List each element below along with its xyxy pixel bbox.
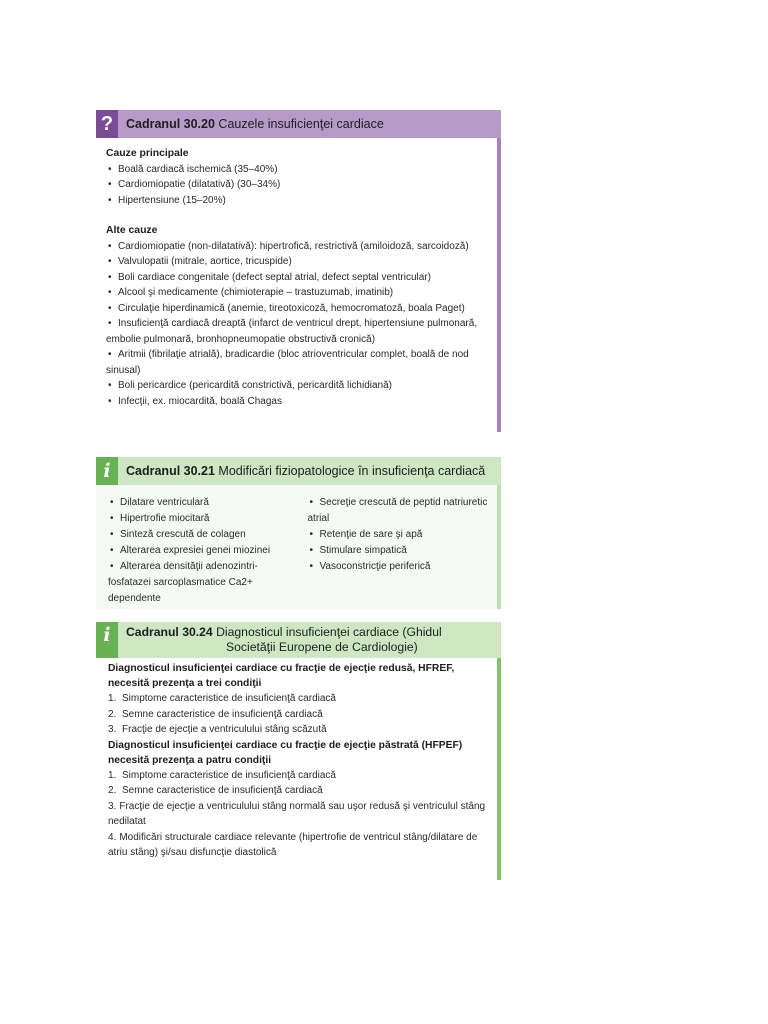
list-item: • Dilatare ventriculară bbox=[108, 495, 294, 511]
box-body bbox=[96, 658, 501, 861]
list-item: • Cardiomiopatie (non-dilatativă): hipertrofică, restrictivă (amiloidoză, sarcoidoză) bbox=[106, 239, 491, 255]
box-label: Cadranul 30.24 bbox=[126, 625, 213, 639]
hfpef-conditions-list bbox=[108, 768, 493, 861]
box-30-21 bbox=[96, 457, 501, 609]
list-item: • Alcool şi medicamente (chimioterapie – trastuzumab, imatinib) bbox=[106, 285, 491, 301]
box-title bbox=[118, 622, 442, 655]
list-item: • Secreţie crescută de peptid natriuretic atrial bbox=[308, 495, 494, 527]
list-item: • Hipertrofie miocitară bbox=[108, 511, 294, 527]
section-heading: Cauze principale bbox=[106, 148, 189, 159]
list-item: • Vasoconstricţie periferică bbox=[308, 559, 494, 575]
info-icon: i bbox=[96, 622, 118, 658]
list-item: 4. Modificări structurale cardiace relevante (hipertrofie de ventricul stâng/dilatare de atriu stâng) şi/sau disfuncţie diastolică bbox=[108, 831, 478, 858]
box-title-text-line2: Societăţii Europene de Cardiologie) bbox=[226, 640, 418, 654]
column-right bbox=[294, 495, 494, 607]
list-item: • Valvulopatii (mitrale, aortice, tricuspide) bbox=[106, 254, 491, 270]
list-item: 1. Simptome caracteristice de insuficienţă cardiacă bbox=[108, 693, 336, 704]
box-header bbox=[96, 457, 501, 485]
list-item: 1. Simptome caracteristice de insuficienţă cardiacă bbox=[108, 769, 336, 781]
section-heading: Alte cauze bbox=[106, 225, 158, 236]
list-item: • Hipertensiune (15–20%) bbox=[106, 193, 491, 209]
column-left bbox=[108, 495, 294, 607]
list-item: 3. Fracţie de ejecţie a ventriculului stâng normală sau uşor redusă şi ventriculul stâng nedilatat bbox=[108, 800, 486, 827]
list-item: • Alterarea densităţii adenozintri-fosfatazei sarcoplasmatice Ca2+ dependente bbox=[108, 559, 294, 607]
list-item: • Boală cardiacă ischemică (35–40%) bbox=[106, 162, 491, 178]
box-title-text: Modificări fiziopatologice în insuficienţa cardiacă bbox=[218, 464, 486, 478]
box-label: Cadranul 30.20 bbox=[126, 117, 215, 131]
box-title-text: Cauzele insuficienţei cardiace bbox=[218, 117, 384, 131]
box-title-text: Diagnosticul insuficienţei cardiace (Ghidul bbox=[216, 625, 442, 639]
side-bar bbox=[497, 138, 501, 432]
list-item: • Aritmii (fibrilaţie atrială), bradicardie (bloc atrioventricular complet, boală de nod sinusal) bbox=[106, 347, 491, 378]
box-body bbox=[96, 138, 501, 409]
section-heading: Diagnosticul insuficienţei cardiace cu fracţie de ejecţie redusă, HFREF, necesită prezenţa a trei condiţii bbox=[108, 663, 455, 689]
list-item: • Circulaţie hiperdinamică (anemie, tireotoxicoză, hemocromatoză, boala Paget) bbox=[106, 301, 491, 317]
two-column-list bbox=[96, 485, 501, 607]
question-mark-icon: ? bbox=[96, 110, 118, 138]
other-causes-list bbox=[106, 239, 491, 410]
list-item: • Boli pericardice (pericardită constrictivă, pericardită lichidiană) bbox=[106, 378, 491, 394]
box-title bbox=[118, 464, 485, 478]
list-item: 2. Semne caracteristice de insuficienţă cardiacă bbox=[108, 708, 323, 720]
info-icon: i bbox=[96, 457, 118, 485]
box-30-24 bbox=[96, 622, 501, 880]
main-causes-list bbox=[106, 162, 491, 209]
list-item: • Alterarea expresiei genei miozinei bbox=[108, 543, 294, 559]
list-item: • Boli cardiace congenitale (defect septal atrial, defect septal ventricular) bbox=[106, 270, 491, 286]
list-item: • Cardiomiopatie (dilatativă) (30–34%) bbox=[106, 177, 491, 193]
side-bar bbox=[497, 485, 501, 609]
box-30-20 bbox=[96, 110, 501, 432]
list-item: 2. Semne caracteristice de insuficienţă cardiacă bbox=[108, 785, 323, 796]
list-item: • Insuficienţă cardiacă dreaptă (infarct de ventricul drept, hipertensiune pulmonară, embolie pulmonară, bronhopneumopatie obstructivă cronică) bbox=[106, 316, 491, 347]
box-header bbox=[96, 622, 501, 658]
list-item: • Stimulare simpatică bbox=[308, 543, 494, 559]
list-item: • Infecţii, ex. miocardită, boală Chagas bbox=[106, 394, 491, 410]
box-label: Cadranul 30.21 bbox=[126, 464, 215, 478]
side-bar bbox=[497, 658, 501, 880]
list-item: • Sinteză crescută de colagen bbox=[108, 527, 294, 543]
box-title bbox=[118, 117, 384, 131]
list-item: 3. Fracţie de ejecţie a ventriculului stâng scăzută bbox=[108, 724, 327, 735]
box-header bbox=[96, 110, 501, 138]
section-heading: Diagnosticul insuficienţei cardiace cu fracţie de ejecţie păstrată (HFPEF) necesită prezenţa a patru condiţii bbox=[108, 739, 463, 766]
list-item: • Retenţie de sare şi apă bbox=[308, 527, 494, 543]
hfref-conditions-list bbox=[108, 691, 493, 738]
